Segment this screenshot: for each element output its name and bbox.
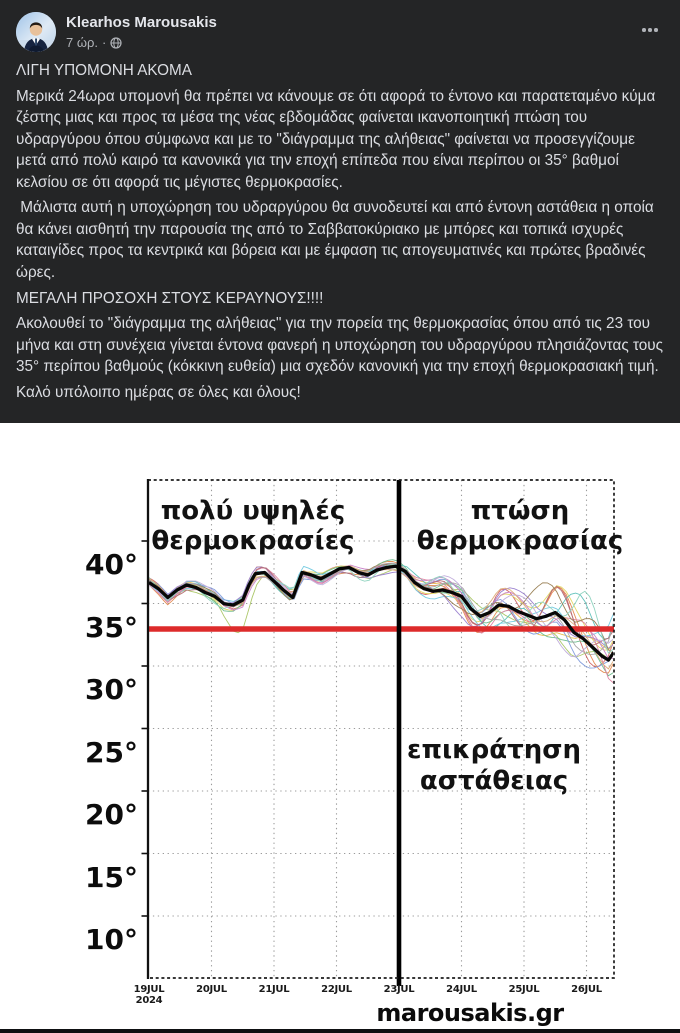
avatar[interactable]: [16, 12, 56, 52]
post-paragraph-0: ΛΙΓΗ ΥΠΟΜΟΝΗ ΑΚΟΜΑ: [16, 62, 192, 79]
ensemble-member-line: [149, 564, 613, 645]
y-tick-25: 25°: [85, 735, 138, 769]
author-name[interactable]: Klearhos Marousakis: [66, 14, 217, 31]
more-dot: [654, 28, 658, 32]
x-tick-23jul: 23JUL: [383, 984, 415, 995]
avatar-image: [16, 12, 56, 52]
watermark: marousakis.gr: [376, 999, 564, 1027]
x-tick-26jul: 26JUL: [571, 984, 602, 995]
y-tick-30: 30°: [85, 673, 138, 706]
post-text: [16, 60, 668, 404]
post-header-text: [66, 12, 217, 51]
timestamp[interactable]: 7 ώρ.: [66, 35, 98, 50]
weather-chart-image[interactable]: [0, 423, 680, 1029]
post-paragraph-3: ΜΕΓΑΛΗ ΠΡΟΣΟΧΗ ΣΤΟΥΣ ΚΕΡΑΥΝΟΥΣ!!!!: [16, 289, 324, 307]
post-header: [16, 12, 664, 52]
x-tick-21jul: 21JUL: [258, 984, 290, 995]
annotation-instability: επικράτηση αστάθειας: [407, 735, 581, 796]
y-tick-10: 10°: [85, 923, 138, 956]
y-tick-35: 35°: [85, 610, 138, 644]
annotation-very-high-temperatures: πολύ υψηλές θερμοκρασίες: [151, 496, 355, 556]
post-paragraph-5: Καλό υπόλοιπο ημέρας σε όλες και όλους!: [16, 384, 301, 402]
meta-separator: ·: [102, 35, 107, 50]
x-tick-19jul: 19JUL 2024: [133, 984, 165, 1006]
ensemble-lines: [149, 560, 613, 683]
y-tick-15: 15°: [85, 860, 138, 894]
post-paragraph-4: Ακολουθεί το "διάγραμμα της αλήθειας" για την πορεία της θερμοκρασίας όπου από τις 23 του μήνα και στη συνέχεια γίνεται έντονα φανερή η υποχώρηση του υδραργύρου πλησιάζοντας τους 35° περίπου βαθμούς (κόκκινη ευθεία) μια σχεδόν κανονική για την εποχή θερμοκρασιακή τιμή.: [16, 315, 668, 376]
more-dot: [648, 28, 652, 32]
globe-privacy-icon: [110, 37, 122, 49]
ensemble-member-line: [149, 565, 613, 658]
ensemble-member-line: [149, 567, 613, 682]
more-dot: [642, 28, 646, 32]
y-tick-40: 40°: [85, 548, 138, 581]
post-paragraph-1: Μερικά 24ωρα υπομονή θα πρέπει να κάνουμε σε ότι αφορά το έντονο και παρατεταμένο κύμα ζέστης μιας και προς τα μέσα της νέας εβδομάδας φαίνεται ικανοποιητική πτώση του υδραργύρου όπου σύμφωνα και με το "διάγραμμα της αλήθειας" φαίνεται να προσεγγίζουμε μετά από πολύ καιρό τα κανονικά για την εποχή επίπεδα που είναι περίπου οι 35° βαθμοί κελσίου σε ότι αφορά τις μέγιστες θερμοκρασίες.: [16, 87, 660, 191]
x-tick-22jul: 22JUL: [321, 984, 352, 995]
y-tick-20: 20°: [85, 798, 138, 831]
x-tick-24jul: 24JUL: [446, 984, 477, 995]
annotation-temperature-drop: πτώση θερμοκρασίας: [416, 496, 624, 556]
x-tick-20jul: 20JUL: [196, 984, 227, 995]
post-paragraph-2: Μάλιστα αυτή η υποχώρηση του υδραργύρου θα συνοδευτεί και από έντονη αστάθεια η οποία θα κάνει αισθητή την παρουσία της από το Σαββατοκύριακο με μπόρες και τοπικά ισχυρές καταιγίδες προς τα κεντρικά και βόρεια και με έμφαση τις απογευματινές και πρώτες βραδινές ώρες.: [16, 199, 658, 281]
x-tick-25jul: 25JUL: [508, 984, 540, 995]
next-section-divider: [0, 1029, 680, 1033]
facebook-post: [0, 0, 680, 423]
more-options-button[interactable]: [638, 20, 662, 40]
post-meta: [66, 34, 217, 51]
